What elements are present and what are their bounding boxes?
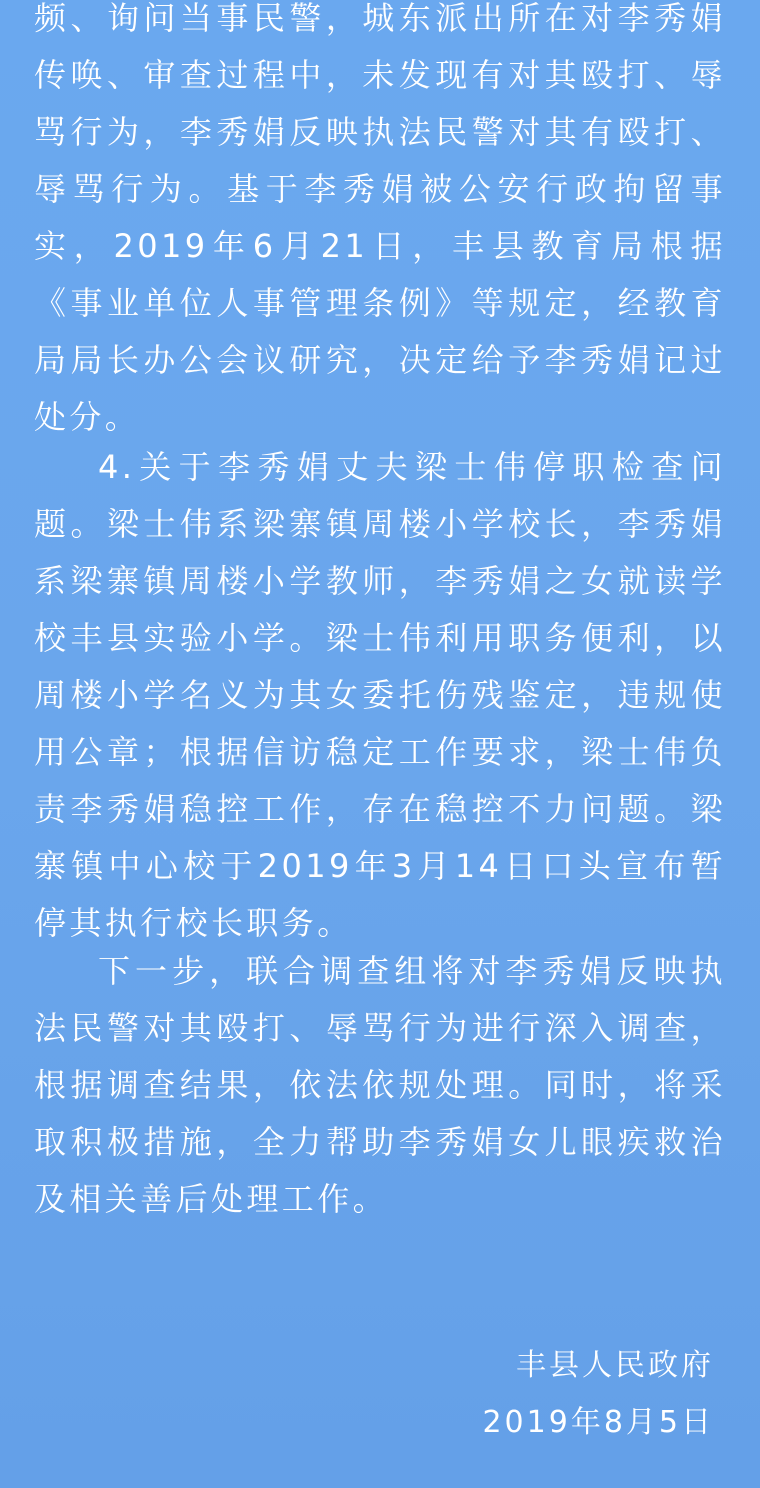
issuing-organization: 丰县人民政府 [516, 1348, 714, 1383]
issue-date: 2019年8月5日 [482, 1405, 714, 1440]
paragraph-next-steps: 下一步，联合调查组将对李秀娟反映执法民警对其殴打、辱骂行为进行深入调查，根据调查结果，依法依规处理。同时，将采取积极措施，全力帮助李秀娟女儿眼疾救治及相关善后处理工作。 [34, 952, 726, 1218]
paragraph-investigation-result: 频、询问当事民警，城东派出所在对李秀娟传唤、审查过程中，未发现有对其殴打、辱骂行为，李秀娟反映执法民警对其有殴打、辱骂行为。基于李秀娟被公安行政拘留事实，2019年6月21日，丰县教育局根据《事业单位人事管理条例》等规定，经教育局局长办公会议研究，决定给予李秀娟记过处分。 [34, 0, 726, 436]
paragraph-husband-suspension: 4.关于李秀娟丈夫梁士伟停职检查问题。梁士伟系梁寨镇周楼小学校长，李秀娟系梁寨镇周楼小学教师，李秀娟之女就读学校丰县实验小学。梁士伟利用职务便利，以周楼小学名义为其女委托伤残鉴定，违规使用公章；根据信访稳定工作要求，梁士伟负责李秀娟稳控工作，存在稳控不力问题。梁寨镇中心校于2019年3月14日口头宣布暂停其执行校长职务。 [34, 448, 726, 942]
